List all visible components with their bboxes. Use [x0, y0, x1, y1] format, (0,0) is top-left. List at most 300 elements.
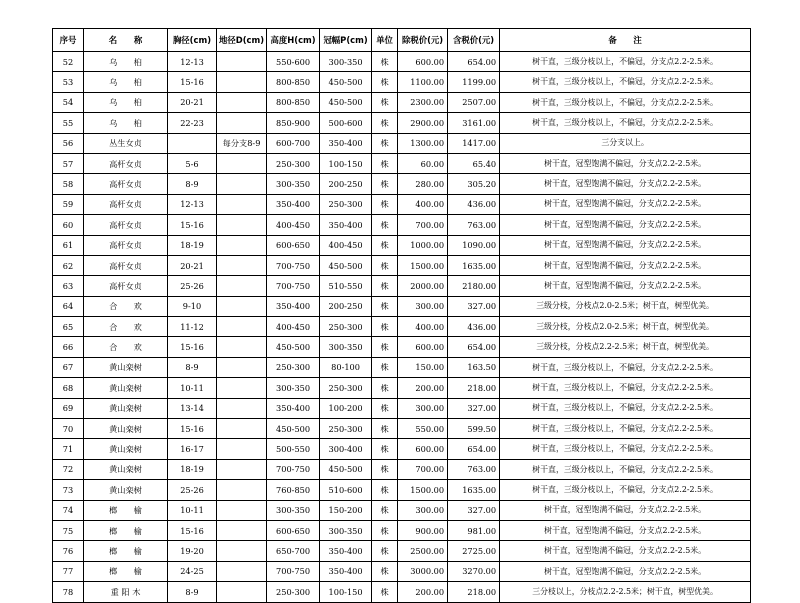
cell-ground-diameter [217, 72, 267, 92]
cell-crown: 250-300 [320, 419, 372, 439]
cell-price-inc-tax: 2180.00 [448, 276, 500, 296]
cell-price-inc-tax: 305.20 [448, 174, 500, 194]
cell-ground-diameter [217, 235, 267, 255]
cell-number: 69 [53, 398, 84, 418]
cell-price-inc-tax: 1090.00 [448, 235, 500, 255]
cell-dbh: 18-19 [168, 459, 217, 479]
cell-dbh: 9-10 [168, 296, 217, 316]
cell-name: 榔 榆 [84, 561, 168, 581]
cell-price-inc-tax: 218.00 [448, 582, 500, 602]
cell-number: 68 [53, 378, 84, 398]
cell-name: 重 阳 木 [84, 582, 168, 602]
cell-unit: 株 [372, 561, 398, 581]
table-row [53, 52, 751, 72]
cell-unit: 株 [372, 215, 398, 235]
cell-price-inc-tax: 654.00 [448, 52, 500, 72]
cell-ground-diameter [217, 582, 267, 602]
cell-price-ex-tax: 400.00 [398, 194, 448, 214]
table-row [53, 357, 751, 377]
cell-price-ex-tax: 1500.00 [398, 480, 448, 500]
cell-unit: 株 [372, 500, 398, 520]
cell-price-ex-tax: 280.00 [398, 174, 448, 194]
header-number: 序号 [53, 29, 84, 52]
cell-price-ex-tax: 1300.00 [398, 133, 448, 153]
table-row [53, 276, 751, 296]
cell-dbh: 15-16 [168, 419, 217, 439]
cell-unit: 株 [372, 398, 398, 418]
table-row [53, 174, 751, 194]
cell-ground-diameter [217, 439, 267, 459]
cell-remarks: 树干直，三级分枝以上，不偏冠，分支点2.2-2.5米。 [500, 72, 751, 92]
cell-number: 78 [53, 582, 84, 602]
cell-remarks: 树干直，三级分枝以上，不偏冠，分支点2.2-2.5米。 [500, 52, 751, 72]
cell-unit: 株 [372, 153, 398, 173]
cell-crown: 350-400 [320, 561, 372, 581]
cell-dbh: 18-19 [168, 235, 217, 255]
header-height: 高度H(cm) [267, 29, 320, 52]
cell-remarks: 树干直，冠型饱满不偏冠，分支点2.2-2.5米。 [500, 520, 751, 540]
cell-crown: 100-200 [320, 398, 372, 418]
cell-name: 黄山栾树 [84, 480, 168, 500]
cell-crown: 510-550 [320, 276, 372, 296]
cell-price-ex-tax: 600.00 [398, 52, 448, 72]
cell-height: 650-700 [267, 541, 320, 561]
cell-height: 700-750 [267, 276, 320, 296]
header-name: 名 称 [84, 29, 168, 52]
cell-height: 250-300 [267, 357, 320, 377]
cell-unit: 株 [372, 378, 398, 398]
cell-dbh: 25-26 [168, 480, 217, 500]
cell-name: 乌 桕 [84, 52, 168, 72]
cell-height: 700-750 [267, 561, 320, 581]
cell-price-inc-tax: 3161.00 [448, 113, 500, 133]
price-table [52, 28, 751, 603]
cell-name: 乌 桕 [84, 72, 168, 92]
cell-unit: 株 [372, 52, 398, 72]
cell-remarks: 树干直，冠型饱满不偏冠，分支点2.2-2.5米。 [500, 215, 751, 235]
cell-height: 800-850 [267, 92, 320, 112]
cell-ground-diameter [217, 561, 267, 581]
cell-name: 合 欢 [84, 296, 168, 316]
cell-price-ex-tax: 3000.00 [398, 561, 448, 581]
cell-number: 62 [53, 255, 84, 275]
cell-name: 合 欢 [84, 337, 168, 357]
cell-height: 350-400 [267, 398, 320, 418]
cell-remarks: 树干直，冠型饱满不偏冠，分支点2.2-2.5米。 [500, 561, 751, 581]
cell-crown: 400-450 [320, 235, 372, 255]
cell-remarks: 树干直，冠型饱满不偏冠，分支点2.2-2.5米。 [500, 255, 751, 275]
cell-number: 56 [53, 133, 84, 153]
cell-price-inc-tax: 1199.00 [448, 72, 500, 92]
cell-dbh: 16-17 [168, 439, 217, 459]
table-row [53, 561, 751, 581]
table-row [53, 337, 751, 357]
cell-ground-diameter [217, 541, 267, 561]
cell-remarks: 树干直，三级分枝以上，不偏冠，分支点2.2-2.5米。 [500, 92, 751, 112]
table-row [53, 439, 751, 459]
cell-dbh [168, 133, 217, 153]
table-row [53, 398, 751, 418]
cell-price-ex-tax: 550.00 [398, 419, 448, 439]
cell-price-ex-tax: 60.00 [398, 153, 448, 173]
cell-unit: 株 [372, 439, 398, 459]
cell-crown: 80-100 [320, 357, 372, 377]
cell-unit: 株 [372, 459, 398, 479]
cell-price-ex-tax: 200.00 [398, 378, 448, 398]
cell-dbh: 24-25 [168, 561, 217, 581]
cell-price-ex-tax: 2000.00 [398, 276, 448, 296]
cell-price-inc-tax: 654.00 [448, 337, 500, 357]
cell-height: 250-300 [267, 582, 320, 602]
cell-dbh: 8-9 [168, 174, 217, 194]
cell-name: 黄山栾树 [84, 378, 168, 398]
cell-number: 60 [53, 215, 84, 235]
cell-unit: 株 [372, 133, 398, 153]
table-row [53, 92, 751, 112]
cell-ground-diameter [217, 520, 267, 540]
header-crown: 冠幅P(cm) [320, 29, 372, 52]
cell-height: 300-350 [267, 500, 320, 520]
cell-height: 600-650 [267, 235, 320, 255]
cell-dbh: 5-6 [168, 153, 217, 173]
table-row [53, 255, 751, 275]
cell-ground-diameter [217, 194, 267, 214]
cell-ground-diameter [217, 317, 267, 337]
table-row [53, 541, 751, 561]
cell-number: 70 [53, 419, 84, 439]
header-unit: 单位 [372, 29, 398, 52]
cell-number: 53 [53, 72, 84, 92]
cell-ground-diameter [217, 255, 267, 275]
table-row [53, 72, 751, 92]
cell-price-ex-tax: 700.00 [398, 215, 448, 235]
cell-height: 450-500 [267, 337, 320, 357]
table-row [53, 520, 751, 540]
cell-price-ex-tax: 600.00 [398, 337, 448, 357]
cell-price-ex-tax: 300.00 [398, 296, 448, 316]
cell-number: 72 [53, 459, 84, 479]
cell-dbh: 10-11 [168, 500, 217, 520]
cell-number: 67 [53, 357, 84, 377]
cell-crown: 300-350 [320, 520, 372, 540]
cell-number: 52 [53, 52, 84, 72]
cell-price-inc-tax: 163.50 [448, 357, 500, 377]
cell-unit: 株 [372, 480, 398, 500]
header-price-ex-tax: 除税价(元) [398, 29, 448, 52]
cell-price-inc-tax: 981.00 [448, 520, 500, 540]
cell-price-ex-tax: 150.00 [398, 357, 448, 377]
cell-crown: 350-400 [320, 133, 372, 153]
header-dbh: 胸径(cm) [168, 29, 217, 52]
cell-unit: 株 [372, 92, 398, 112]
cell-price-inc-tax: 763.00 [448, 215, 500, 235]
cell-name: 高杆女贞 [84, 174, 168, 194]
cell-height: 760-850 [267, 480, 320, 500]
cell-ground-diameter [217, 398, 267, 418]
cell-price-ex-tax: 300.00 [398, 500, 448, 520]
cell-number: 54 [53, 92, 84, 112]
cell-price-ex-tax: 300.00 [398, 398, 448, 418]
cell-price-inc-tax: 2507.00 [448, 92, 500, 112]
cell-height: 500-550 [267, 439, 320, 459]
cell-number: 77 [53, 561, 84, 581]
cell-ground-diameter [217, 337, 267, 357]
cell-crown: 200-250 [320, 296, 372, 316]
cell-ground-diameter [217, 92, 267, 112]
cell-price-ex-tax: 2900.00 [398, 113, 448, 133]
cell-height: 300-350 [267, 174, 320, 194]
cell-height: 850-900 [267, 113, 320, 133]
cell-remarks: 树干直，三级分枝以上，不偏冠，分支点2.2-2.5米。 [500, 459, 751, 479]
cell-unit: 株 [372, 541, 398, 561]
cell-name: 乌 桕 [84, 113, 168, 133]
cell-unit: 株 [372, 174, 398, 194]
cell-height: 550-600 [267, 52, 320, 72]
cell-dbh: 12-13 [168, 194, 217, 214]
cell-height: 300-350 [267, 378, 320, 398]
cell-remarks: 树干直，三级分枝以上，不偏冠，分支点2.2-2.5米。 [500, 357, 751, 377]
cell-name: 榔 榆 [84, 520, 168, 540]
cell-name: 高杆女贞 [84, 235, 168, 255]
cell-price-inc-tax: 327.00 [448, 398, 500, 418]
cell-height: 350-400 [267, 296, 320, 316]
cell-ground-diameter: 每分支8-9 [217, 133, 267, 153]
cell-name: 黄山栾树 [84, 419, 168, 439]
cell-number: 57 [53, 153, 84, 173]
cell-ground-diameter [217, 113, 267, 133]
cell-height: 600-700 [267, 133, 320, 153]
cell-name: 乌 桕 [84, 92, 168, 112]
cell-crown: 300-400 [320, 439, 372, 459]
cell-remarks: 树干直，冠型饱满不偏冠，分支点2.2-2.5米。 [500, 194, 751, 214]
cell-unit: 株 [372, 194, 398, 214]
table-row [53, 153, 751, 173]
cell-name: 榔 榆 [84, 541, 168, 561]
cell-unit: 株 [372, 255, 398, 275]
cell-number: 59 [53, 194, 84, 214]
cell-price-ex-tax: 200.00 [398, 582, 448, 602]
cell-dbh: 20-21 [168, 92, 217, 112]
cell-height: 450-500 [267, 419, 320, 439]
cell-remarks: 树干直，冠型饱满不偏冠，分支点2.2-2.5米。 [500, 153, 751, 173]
table-row [53, 419, 751, 439]
cell-name: 黄山栾树 [84, 357, 168, 377]
table-row [53, 113, 751, 133]
cell-unit: 株 [372, 520, 398, 540]
cell-number: 55 [53, 113, 84, 133]
cell-ground-diameter [217, 459, 267, 479]
cell-height: 600-650 [267, 520, 320, 540]
cell-price-inc-tax: 763.00 [448, 459, 500, 479]
cell-height: 400-450 [267, 317, 320, 337]
cell-crown: 250-300 [320, 194, 372, 214]
cell-number: 63 [53, 276, 84, 296]
cell-number: 64 [53, 296, 84, 316]
cell-crown: 100-150 [320, 582, 372, 602]
cell-unit: 株 [372, 235, 398, 255]
cell-unit: 株 [372, 582, 398, 602]
table-row [53, 194, 751, 214]
cell-unit: 株 [372, 357, 398, 377]
cell-crown: 450-500 [320, 72, 372, 92]
cell-crown: 510-600 [320, 480, 372, 500]
cell-name: 黄山栾树 [84, 398, 168, 418]
cell-price-inc-tax: 3270.00 [448, 561, 500, 581]
cell-crown: 250-300 [320, 378, 372, 398]
cell-number: 58 [53, 174, 84, 194]
cell-ground-diameter [217, 419, 267, 439]
cell-number: 61 [53, 235, 84, 255]
cell-name: 高杆女贞 [84, 255, 168, 275]
cell-unit: 株 [372, 317, 398, 337]
cell-crown: 100-150 [320, 153, 372, 173]
cell-crown: 150-200 [320, 500, 372, 520]
cell-ground-diameter [217, 153, 267, 173]
cell-price-ex-tax: 700.00 [398, 459, 448, 479]
cell-remarks: 树干直，冠型饱满不偏冠，分支点2.2-2.5米。 [500, 235, 751, 255]
cell-height: 250-300 [267, 153, 320, 173]
cell-name: 高杆女贞 [84, 153, 168, 173]
cell-number: 76 [53, 541, 84, 561]
cell-price-ex-tax: 600.00 [398, 439, 448, 459]
cell-remarks: 树干直，三级分枝以上，不偏冠，分支点2.2-2.5米。 [500, 480, 751, 500]
cell-price-ex-tax: 1100.00 [398, 72, 448, 92]
cell-crown: 200-250 [320, 174, 372, 194]
table-row [53, 133, 751, 153]
cell-number: 71 [53, 439, 84, 459]
cell-price-inc-tax: 1635.00 [448, 480, 500, 500]
cell-dbh: 15-16 [168, 72, 217, 92]
cell-unit: 株 [372, 419, 398, 439]
table-header [53, 29, 751, 52]
cell-height: 700-750 [267, 459, 320, 479]
cell-crown: 300-350 [320, 52, 372, 72]
cell-dbh: 10-11 [168, 378, 217, 398]
table-row [53, 296, 751, 316]
cell-remarks: 树干直，三级分枝以上，不偏冠，分支点2.2-2.5米。 [500, 419, 751, 439]
cell-name: 榔 榆 [84, 500, 168, 520]
cell-unit: 株 [372, 113, 398, 133]
cell-price-inc-tax: 218.00 [448, 378, 500, 398]
cell-price-inc-tax: 436.00 [448, 317, 500, 337]
cell-remarks: 树干直，三级分枝以上，不偏冠，分支点2.2-2.5米。 [500, 439, 751, 459]
cell-name: 合 欢 [84, 317, 168, 337]
cell-dbh: 25-26 [168, 276, 217, 296]
cell-ground-diameter [217, 215, 267, 235]
cell-remarks: 树干直，冠型饱满不偏冠，分支点2.2-2.5米。 [500, 276, 751, 296]
cell-dbh: 8-9 [168, 357, 217, 377]
cell-price-inc-tax: 65.40 [448, 153, 500, 173]
table-row [53, 459, 751, 479]
header-ground-diameter: 地径D(cm) [217, 29, 267, 52]
cell-remarks: 树干直，三级分枝以上，不偏冠，分支点2.2-2.5米。 [500, 113, 751, 133]
cell-remarks: 树干直，冠型饱满不偏冠，分支点2.2-2.5米。 [500, 174, 751, 194]
cell-price-ex-tax: 900.00 [398, 520, 448, 540]
cell-dbh: 20-21 [168, 255, 217, 275]
cell-ground-diameter [217, 500, 267, 520]
cell-unit: 株 [372, 72, 398, 92]
cell-name: 黄山栾树 [84, 459, 168, 479]
cell-remarks: 树干直，三级分枝以上，不偏冠，分支点2.2-2.5米。 [500, 378, 751, 398]
cell-price-ex-tax: 1500.00 [398, 255, 448, 275]
cell-number: 74 [53, 500, 84, 520]
cell-ground-diameter [217, 357, 267, 377]
cell-ground-diameter [217, 378, 267, 398]
cell-crown: 450-500 [320, 255, 372, 275]
cell-price-inc-tax: 1635.00 [448, 255, 500, 275]
cell-ground-diameter [217, 276, 267, 296]
cell-name: 高杆女贞 [84, 215, 168, 235]
cell-dbh: 15-16 [168, 215, 217, 235]
cell-dbh: 15-16 [168, 520, 217, 540]
cell-price-inc-tax: 327.00 [448, 500, 500, 520]
cell-remarks: 树干直，三级分枝以上，不偏冠，分支点2.2-2.5米。 [500, 398, 751, 418]
table-row [53, 378, 751, 398]
cell-height: 700-750 [267, 255, 320, 275]
cell-remarks: 三级分枝，分枝点2.0-2.5米；树干直，树型优美。 [500, 296, 751, 316]
cell-remarks: 三级分枝，分枝点2.0-2.5米；树干直，树型优美。 [500, 317, 751, 337]
cell-crown: 300-350 [320, 337, 372, 357]
cell-remarks: 树干直，冠型饱满不偏冠，分支点2.2-2.5米。 [500, 500, 751, 520]
cell-crown: 450-500 [320, 92, 372, 112]
cell-dbh: 15-16 [168, 337, 217, 357]
cell-price-inc-tax: 2725.00 [448, 541, 500, 561]
cell-name: 黄山栾树 [84, 439, 168, 459]
cell-price-ex-tax: 1000.00 [398, 235, 448, 255]
cell-crown: 500-600 [320, 113, 372, 133]
cell-name: 高杆女贞 [84, 276, 168, 296]
cell-crown: 350-400 [320, 541, 372, 561]
cell-number: 65 [53, 317, 84, 337]
table-row [53, 215, 751, 235]
cell-remarks: 树干直，冠型饱满不偏冠，分支点2.2-2.5米。 [500, 541, 751, 561]
table-row [53, 235, 751, 255]
cell-name: 高杆女贞 [84, 194, 168, 214]
cell-height: 400-450 [267, 215, 320, 235]
cell-dbh: 13-14 [168, 398, 217, 418]
cell-unit: 株 [372, 276, 398, 296]
cell-price-ex-tax: 400.00 [398, 317, 448, 337]
cell-ground-diameter [217, 296, 267, 316]
cell-remarks: 三分支以上。 [500, 133, 751, 153]
header-price-inc-tax: 含税价(元) [448, 29, 500, 52]
cell-height: 350-400 [267, 194, 320, 214]
header-row [53, 29, 751, 52]
cell-dbh: 8-9 [168, 582, 217, 602]
cell-remarks: 三级分枝，分枝点2.2-2.5米；树干直，树型优美。 [500, 337, 751, 357]
table-row [53, 500, 751, 520]
cell-number: 73 [53, 480, 84, 500]
cell-unit: 株 [372, 296, 398, 316]
cell-price-ex-tax: 2300.00 [398, 92, 448, 112]
cell-price-inc-tax: 327.00 [448, 296, 500, 316]
cell-price-inc-tax: 654.00 [448, 439, 500, 459]
cell-dbh: 11-12 [168, 317, 217, 337]
cell-ground-diameter [217, 52, 267, 72]
cell-crown: 350-400 [320, 215, 372, 235]
cell-price-inc-tax: 436.00 [448, 194, 500, 214]
cell-price-ex-tax: 2500.00 [398, 541, 448, 561]
cell-crown: 250-300 [320, 317, 372, 337]
cell-name: 丛生女贞 [84, 133, 168, 153]
cell-ground-diameter [217, 480, 267, 500]
cell-ground-diameter [217, 174, 267, 194]
table-row [53, 582, 751, 602]
cell-remarks: 三分枝以上，分枝点2.2-2.5米；树干直，树型优美。 [500, 582, 751, 602]
cell-number: 66 [53, 337, 84, 357]
cell-price-inc-tax: 599.50 [448, 419, 500, 439]
cell-height: 800-850 [267, 72, 320, 92]
